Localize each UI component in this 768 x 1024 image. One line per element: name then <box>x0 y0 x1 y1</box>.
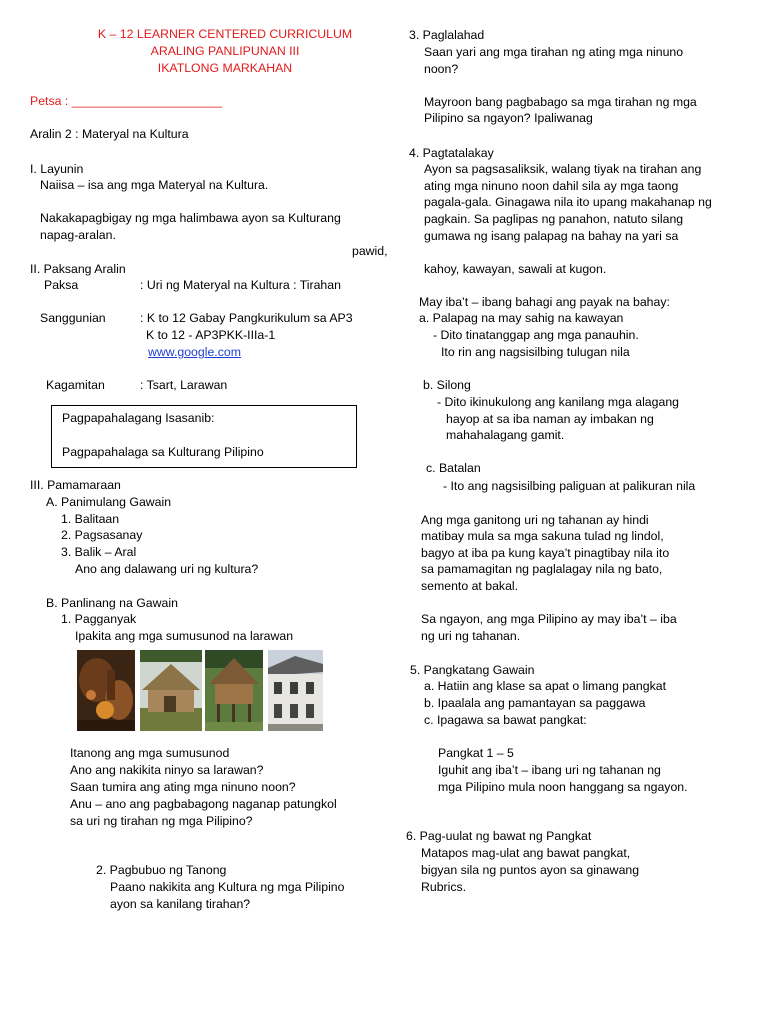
paglalahad-q1-cont: noon? <box>424 62 459 76</box>
paglalahad-q1: Saan yari ang mga tirahan ng ating mga ninuno <box>424 45 684 59</box>
pagtatalakay-p1-l1: Ayon sa pagsasaliksik, walang tiyak na tirahan ang <box>424 162 702 176</box>
sanggunian-value-2: K to 12 - AP3PKK-IIIa-1 <box>146 328 276 342</box>
panlinang-gawain: B. Panlinang na Gawain <box>46 596 178 610</box>
header-line-1: K – 12 LEARNER CENTERED CURRICULUM <box>97 27 353 41</box>
layunin-item-2-cont: napag-aralan. <box>40 228 116 242</box>
pagbubuo-heading: 2. Pagbubuo ng Tanong <box>96 863 227 877</box>
header-line-2: ARALING PANLIPUNAN III <box>150 44 300 58</box>
pagtatalakay-pawid: pawid, <box>352 244 388 258</box>
pagtatalakay-p2-l5: semento at bakal. <box>421 579 519 593</box>
pangkat-task-1: Iguhit ang iba’t – ibang uri ng tahanan ng <box>438 763 661 777</box>
paglalahad-q2-cont: Pilipino sa ngayon? Ipaliwanag <box>424 111 593 125</box>
sanggunian-link[interactable]: www.google.com <box>148 345 241 359</box>
cave-dwellers-photo <box>77 650 135 731</box>
bahagi-b-desc-2: hayop at sa iba naman ay imbakan ng <box>446 412 654 426</box>
layunin-item-1: Naiisa – isa ang mga Materyal na Kultura. <box>40 178 269 192</box>
layunin-item-2: Nakakapagbigay ng mga halimbawa ayon sa Kulturang <box>40 211 341 225</box>
pag-uulat-heading: 6. Pag-uulat ng bawat ng Pangkat <box>406 829 592 843</box>
paglalahad-heading: 3. Paglalahad <box>409 28 485 42</box>
pagbubuo-question-cont: ayon sa kanilang tirahan? <box>110 897 251 911</box>
pagtatalakay-p1-l3: pagala-gala. Ginagawa nila ito upang makahanap ng <box>424 195 712 209</box>
sanggunian-value-1: : K to 12 Gabay Pangkurikulum sa AP3 <box>140 311 353 325</box>
panimulang-gawain: A. Panimulang Gawain <box>46 495 172 509</box>
pangkatang-a: a. Hatiin ang klase sa apat o limang pangkat <box>424 679 666 693</box>
stilt-house-photo <box>205 650 263 731</box>
balik-aral-question: Ano ang dalawang uri ng kultura? <box>75 562 259 576</box>
bahagi-c-desc: - Ito ang nagsisilbing paliguan at palikuran nila <box>443 479 696 493</box>
question-intro: Itanong ang mga sumusunod <box>70 746 230 760</box>
values-box-value: Pagpapahalaga sa Kulturang Pilipino <box>62 445 264 459</box>
kagamitan-label: Kagamitan <box>46 378 105 392</box>
question-2: Saan tumira ang ating mga ninuno noon? <box>70 780 296 794</box>
pangkat-task-2: mga Pilipino mula noon hanggang sa ngayon. <box>438 780 688 794</box>
petsa-field: Petsa : ______________________ <box>30 94 223 108</box>
pagtatalakay-p3-l1: Sa ngayon, ang mga Pilipino ay may iba’t – iba <box>421 612 677 626</box>
pagganyak-item: 1. Pagganyak <box>61 612 137 626</box>
header-line-3: IKATLONG MARKAHAN <box>157 61 293 75</box>
balitaan-item: 1. Balitaan <box>61 512 120 526</box>
pagtatalakay-p1-l4: pagkain. Sa paglipas ng panahon, natuto silang <box>424 212 684 226</box>
bahagi-b: b. Silong <box>423 378 471 392</box>
values-box-title: Pagpapahalagang Isasanib: <box>62 411 215 425</box>
stone-house-photo <box>268 650 323 731</box>
bahagi-a-desc-2: Ito rin ang nagsisilbing tulugan nila <box>441 345 630 359</box>
bahagi-b-desc-3: mahahalagang gamit. <box>446 428 565 442</box>
balik-aral-item: 3. Balik – Aral <box>61 545 137 559</box>
question-3-cont: sa uri ng tirahan ng mga Pilipino? <box>70 814 253 828</box>
bahagi-c: c. Batalan <box>426 461 481 475</box>
pagtatalakay-p2-l1: Ang mga ganitong uri ng tahanan ay hindi <box>421 513 649 527</box>
paksang-aralin-heading: II. Paksang Aralin <box>30 262 126 276</box>
pagtatalakay-p2-l4: sa pamamagitan ng paglalagay nila ng bato, <box>421 562 663 576</box>
pag-uulat-l1: Matapos mag-ulat ang bawat pangkat, <box>421 846 631 860</box>
pangkat-range: Pangkat 1 – 5 <box>438 746 514 760</box>
pamamaraan-heading: III. Pamamaraan <box>30 478 121 492</box>
bahagi-b-desc-1: - Dito ikinukulong ang kanilang mga alagang <box>437 395 679 409</box>
pangkatang-c: c. Ipagawa sa bawat pangkat: <box>424 713 587 727</box>
pagganyak-instruction: Ipakita ang mga sumusunod na larawan <box>75 629 294 643</box>
bahagi-a: a. Palapag na may sahig na kawayan <box>419 311 624 325</box>
pagsasanay-item: 2. Pagsasanay <box>61 528 143 542</box>
aralin-title: Aralin 2 : Materyal na Kultura <box>30 127 189 141</box>
nipa-hut-photo <box>140 650 202 731</box>
bahagi-intro: May iba’t – ibang bahagi ang payak na bahay: <box>419 295 670 309</box>
pagtatalakay-p3-l2: ng uri ng tahanan. <box>421 629 521 643</box>
paksa-label: Paksa <box>44 278 79 292</box>
sanggunian-label: Sanggunian <box>40 311 106 325</box>
pagtatalakay-p2-l2: matibay mula sa mga sakuna tulad ng lindol, <box>421 529 664 543</box>
layunin-heading: I. Layunin <box>30 162 84 176</box>
question-3: Anu – ano ang pagbabagong naganap patungkol <box>70 797 337 811</box>
paksa-value: : Uri ng Materyal na Kultura : Tirahan <box>140 278 341 292</box>
pagtatalakay-p2-l3: bagyo at iba pa kung kaya’t pinagtibay nila ito <box>421 546 670 560</box>
question-1: Ano ang nakikita ninyo sa larawan? <box>70 763 264 777</box>
pagtatalakay-heading: 4. Pagtatalakay <box>409 146 494 160</box>
pangkatang-b: b. Ipaalala ang pamantayan sa paggawa <box>424 696 646 710</box>
pagbubuo-question: Paano nakikita ang Kultura ng mga Pilipino <box>110 880 345 894</box>
kagamitan-value: : Tsart, Larawan <box>140 378 228 392</box>
paglalahad-q2: Mayroon bang pagbabago sa mga tirahan ng mga <box>424 95 697 109</box>
bahagi-a-desc-1: - Dito tinatanggap ang mga panauhin. <box>433 328 639 342</box>
pagtatalakay-p1-l6: kahoy, kawayan, sawali at kugon. <box>424 262 607 276</box>
pag-uulat-l2: bigyan sila ng puntos ayon sa ginawang <box>421 863 640 877</box>
pagtatalakay-p1-l5: gumawa ng isang palapag na bahay na yari sa <box>424 229 679 243</box>
pag-uulat-l3: Rubrics. <box>421 880 467 894</box>
pagtatalakay-p1-l2: ating mga ninuno noon dahil sila ay mga taong <box>424 179 679 193</box>
pangkatang-gawain-heading: 5. Pangkatang Gawain <box>410 663 535 677</box>
